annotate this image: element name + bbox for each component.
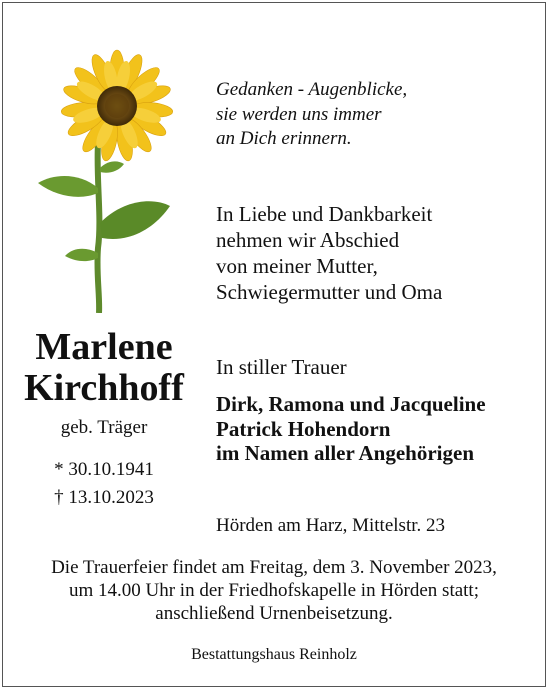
- quote-line: Gedanken - Augenblicke,: [216, 79, 408, 100]
- memorial-quote: [216, 78, 516, 152]
- farewell-line: von meiner Mutter,: [216, 254, 378, 278]
- mourners-list: [216, 392, 486, 466]
- farewell-text: [216, 201, 536, 305]
- funeral-line: Die Trauerfeier findet am Freitag, dem 3. November 2023,: [51, 557, 497, 578]
- farewell-line: Schwiegermutter und Oma: [216, 280, 443, 304]
- mourner-line: im Namen aller Angehörigen: [216, 441, 475, 465]
- undertaker-name: Bestattungshaus Reinholz: [191, 646, 357, 663]
- funeral-line: um 14.00 Uhr in der Friedhofskapelle in Hörden statt;: [68, 580, 479, 601]
- sunflower-icon: [30, 48, 180, 313]
- family-address: Hörden am Harz, Mittelstr. 23: [216, 515, 446, 536]
- death-date: † 13.10.2023: [54, 487, 154, 508]
- mourner-line: Dirk, Ramona und Jacqueline: [216, 392, 486, 416]
- funeral-line: anschließend Urnenbeisetzung.: [155, 603, 393, 624]
- life-dates: [14, 456, 194, 512]
- farewell-line: In Liebe und Dankbarkeit: [216, 202, 433, 226]
- deceased-last-name: Kirchhoff: [24, 367, 184, 409]
- farewell-line: nehmen wir Abschied: [216, 228, 400, 252]
- mourner-line: Patrick Hohendorn: [216, 416, 391, 441]
- birth-date: * 30.10.1941: [54, 459, 154, 480]
- mourning-intro: In stiller Trauer: [216, 355, 347, 379]
- maiden-name: geb. Träger: [60, 417, 148, 438]
- quote-line: sie werden uns immer: [216, 103, 382, 125]
- deceased-first-name: Marlene: [35, 326, 173, 368]
- funeral-info: [4, 556, 544, 625]
- deceased-name: [14, 327, 194, 409]
- quote-line: an Dich erinnern.: [216, 128, 352, 149]
